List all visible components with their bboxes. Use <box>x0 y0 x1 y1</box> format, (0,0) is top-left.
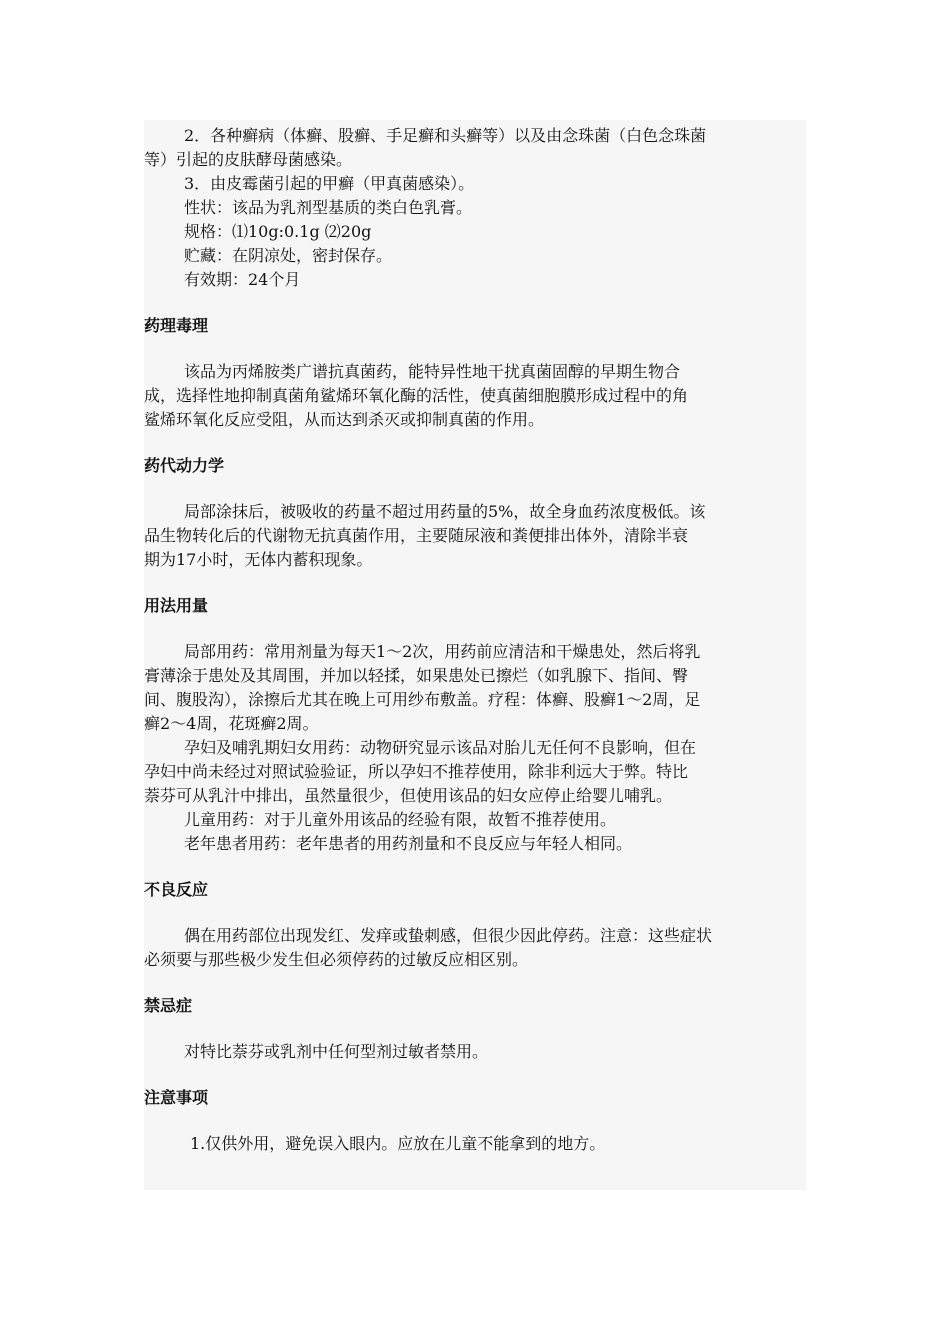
paragraph-line: 对特比萘芬或乳剂中任何型剂过敏者禁用。 <box>184 1042 489 1061</box>
paragraph-line: 1.仅供外用，避免误入眼内。应放在儿童不能拿到的地方。 <box>190 1134 606 1153</box>
section-body-dosage <box>144 640 806 856</box>
paragraph-line: 孕妇及哺乳期妇女用药：动物研究显示该品对胎儿无任何不良影响，但在 <box>184 738 697 757</box>
section-heading-pharmacokinetics: 药代动力学 <box>144 456 225 475</box>
intro-line: 2．各种癣病（体癣、股癣、手足癣和头癣等）以及由念珠菌（白色念珠菌 <box>184 126 707 145</box>
section-body-adverse-reactions <box>144 924 806 972</box>
paragraph-line: 期为17小时，无体内蓄积现象。 <box>144 550 373 569</box>
section-heading-precautions: 注意事项 <box>144 1088 209 1107</box>
paragraph-line: 鲨烯环氧化反应受阻，从而达到杀灭或抑制真菌的作用。 <box>144 410 545 429</box>
paragraph-line: 局部涂抹后，被吸收的药量不超过用药量的5%，故全身血药浓度极低。该 <box>184 502 706 521</box>
intro-block <box>144 124 806 292</box>
paragraph-line: 儿童用药：对于儿童外用该品的经验有限，故暂不推荐使用。 <box>184 810 617 829</box>
paragraph-line: 必须要与那些极少发生但必须停药的过敏反应相区别。 <box>144 950 529 969</box>
intro-line: 贮藏：在阴凉处，密封保存。 <box>184 246 393 265</box>
paragraph-line: 萘芬可从乳汁中排出，虽然量很少，但使用该品的妇女应停止给婴儿哺乳。 <box>144 786 673 805</box>
paragraph-line: 膏薄涂于患处及其周围，并加以轻揉，如果患处已擦烂（如乳腺下、指间、臀 <box>144 666 689 685</box>
paragraph-line: 老年患者用药：老年患者的用药剂量和不良反应与年轻人相同。 <box>184 834 633 853</box>
paragraph-line: 偶在用药部位出现发红、发痒或蛰刺感，但很少因此停药。注意：这些症状 <box>184 926 713 945</box>
paragraph-line: 局部用药：常用剂量为每天1～2次，用药前应清洁和干燥患处，然后将乳 <box>184 642 701 661</box>
paragraph-line: 该品为丙烯胺类广谱抗真菌药，能特异性地干扰真菌固醇的早期生物合 <box>184 362 681 381</box>
section-body-pharmacology <box>144 360 806 432</box>
intro-line: 有效期：24个月 <box>184 270 301 289</box>
section-heading-dosage: 用法用量 <box>144 596 209 615</box>
paragraph-line: 间、腹股沟），涂擦后尤其在晚上可用纱布敷盖。疗程：体癣、股癣1～2周，足 <box>144 690 701 709</box>
document-body <box>144 120 806 1190</box>
intro-line: 等）引起的皮肤酵母菌感染。 <box>144 150 353 169</box>
section-body-pharmacokinetics <box>144 500 806 572</box>
paragraph-line: 癣2～4周，花斑癣2周。 <box>144 714 319 733</box>
intro-line: 3．由皮霉菌引起的甲癣（甲真菌感染）。 <box>184 174 475 193</box>
section-heading-contraindications: 禁忌症 <box>144 996 193 1015</box>
section-body-precautions <box>144 1132 806 1156</box>
paragraph-line: 孕妇中尚未经过对照试验验证，所以孕妇不推荐使用，除非利远大于弊。特比 <box>144 762 689 781</box>
intro-line: 规格：⑴10g:0.1g ⑵20g <box>184 222 372 241</box>
paragraph-line: 成，选择性地抑制真菌角鲨烯环氧化酶的活性，使真菌细胞膜形成过程中的角 <box>144 386 689 405</box>
section-body-contraindications <box>144 1040 806 1064</box>
section-heading-adverse-reactions: 不良反应 <box>144 880 209 899</box>
intro-line: 性状：该品为乳剂型基质的类白色乳膏。 <box>184 198 473 217</box>
paragraph-line: 品生物转化后的代谢物无抗真菌作用，主要随尿液和粪便排出体外，清除半衰 <box>144 526 689 545</box>
section-heading-pharmacology: 药理毒理 <box>144 316 209 335</box>
